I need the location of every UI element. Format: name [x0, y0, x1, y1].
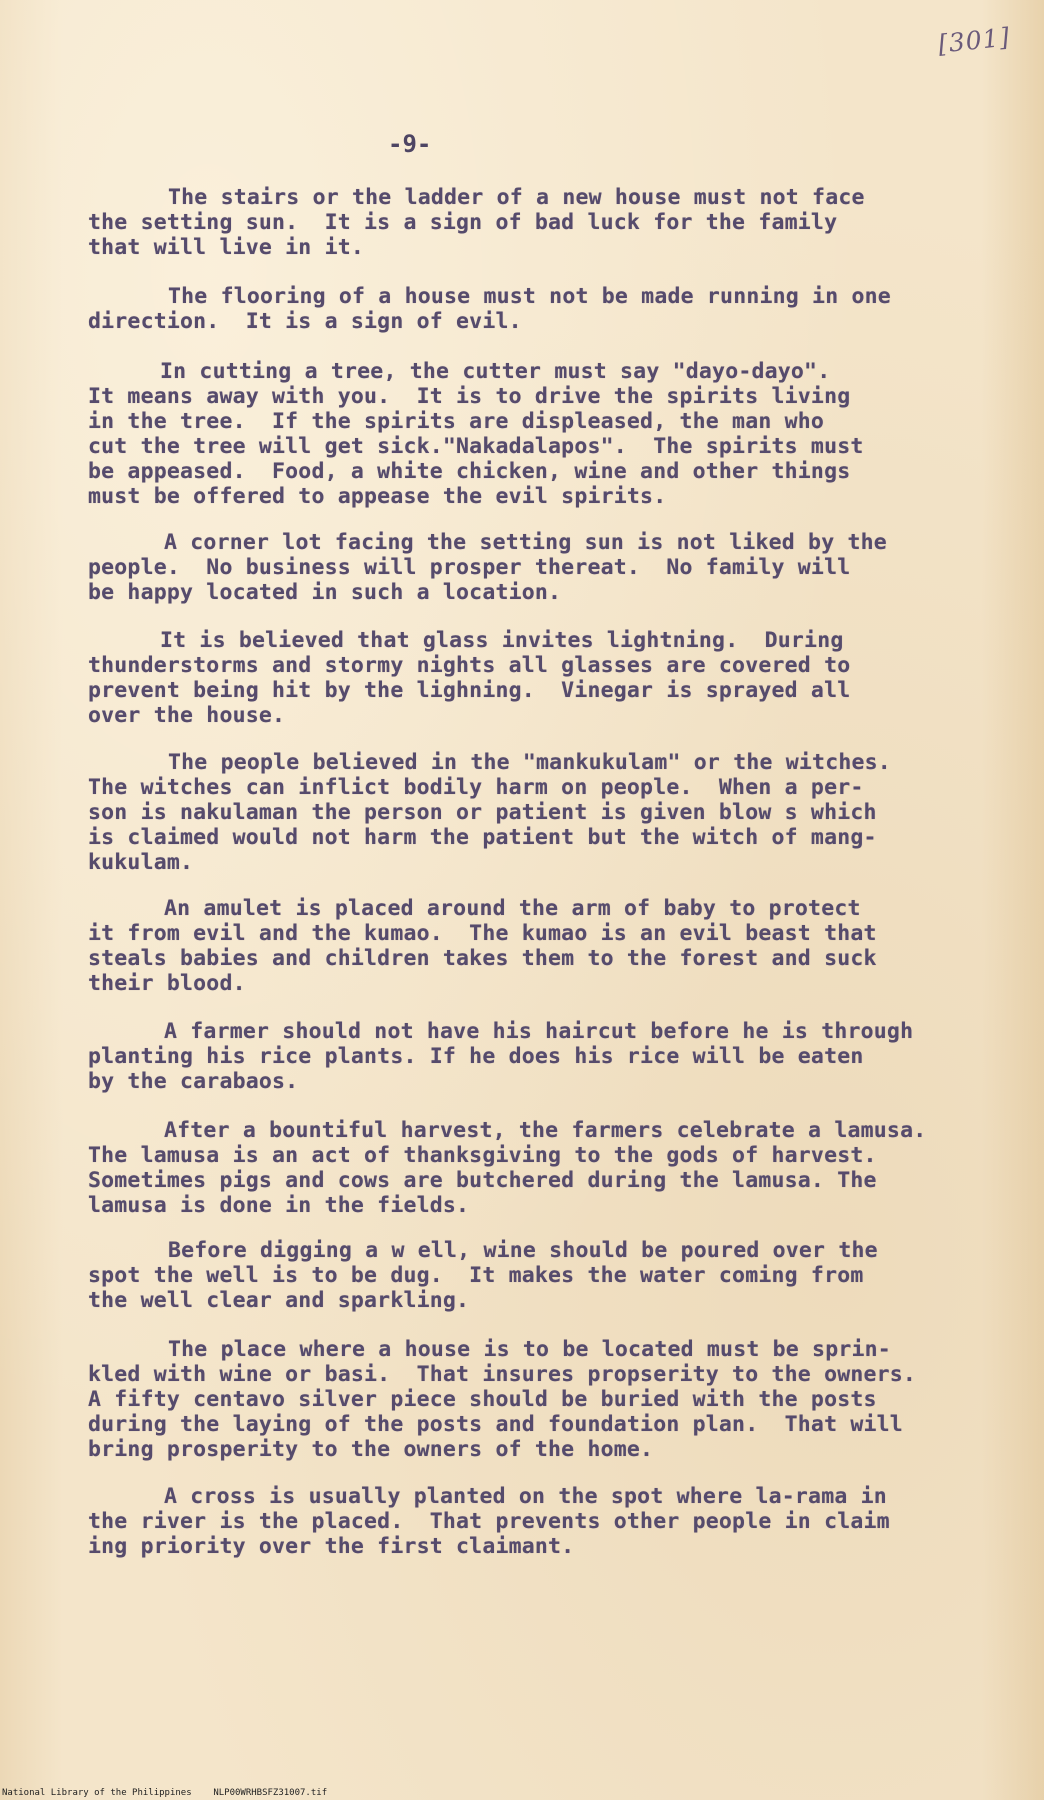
paragraph-cutting-tree	[88, 359, 1008, 509]
line: their blood.	[88, 971, 246, 996]
line: prevent being hit by the lighning. Vinegar is sprayed all	[88, 678, 851, 703]
paragraph-flooring	[88, 284, 1008, 334]
paragraph-farmer-haircut	[88, 1019, 1008, 1094]
line: The lamusa is an act of thanksgiving to the gods of harvest.	[88, 1143, 877, 1168]
line: It is believed that glass invites lightning. During	[160, 628, 844, 653]
line: steals babies and children takes them to the forest and suck	[88, 946, 877, 971]
line: be happy located in such a location.	[88, 580, 562, 605]
paragraph-lamusa	[88, 1118, 1008, 1218]
paragraph-glass-lightning	[88, 628, 1008, 728]
line: A fifty centavo silver piece should be buried with the posts	[88, 1387, 877, 1412]
line: the river is the placed. That prevents other people in claim	[88, 1509, 890, 1534]
line: in the tree. If the spirits are displeased, the man who	[88, 409, 825, 434]
line: After a bountiful harvest, the farmers celebrate a lamusa.	[164, 1118, 927, 1143]
line: The stairs or the ladder of a new house must not face	[168, 185, 865, 210]
line: Sometimes pigs and cows are butchered during the lamusa. The	[88, 1168, 877, 1193]
line: be appeased. Food, a white chicken, wine and other things	[88, 459, 851, 484]
page-number: -9-	[388, 130, 432, 158]
paragraph-stairs	[88, 185, 1008, 260]
paragraph-witches	[88, 750, 1008, 875]
line: is claimed would not harm the patient but the witch of mang-	[88, 825, 877, 850]
line: The flooring of a house must not be made running in one	[168, 284, 891, 309]
line: the setting sun. It is a sign of bad luck for the family	[88, 210, 838, 235]
line: It means away with you. It is to drive the spirits living	[88, 384, 851, 409]
line: must be offered to appease the evil spirits.	[88, 484, 667, 509]
line: kukulam.	[88, 850, 194, 875]
line: people. No business will prosper thereat. No family will	[88, 555, 851, 580]
paragraph-digging-well	[88, 1238, 1008, 1313]
archive-footer: National Library of the Philippines NLP00WRHBSFZ31007.tif	[2, 1788, 328, 1798]
line: during the laying of the posts and foundation plan. That will	[88, 1412, 903, 1437]
line: the well clear and sparkling.	[88, 1288, 470, 1313]
line: A farmer should not have his haircut before he is through	[164, 1019, 914, 1044]
line: bring prosperity to the owners of the home.	[88, 1437, 654, 1462]
line: ing priority over the first claimant.	[88, 1534, 575, 1559]
line: A corner lot facing the setting sun is not liked by the	[164, 530, 887, 555]
line: by the carabaos.	[88, 1069, 299, 1094]
line: planting his rice plants. If he does his rice will be eaten	[88, 1044, 864, 1069]
line: it from evil and the kumao. The kumao is an evil beast that	[88, 921, 877, 946]
line: Before digging a w ell, wine should be poured over the	[168, 1238, 878, 1263]
line: over the house.	[88, 703, 286, 728]
paragraph-amulet	[88, 896, 1008, 996]
line: kled with wine or basi. That insures propserity to the owners.	[88, 1362, 917, 1387]
line: The witches can inflict bodily harm on people. When a per-	[88, 775, 864, 800]
paragraph-house-location	[88, 1337, 1008, 1462]
paragraph-corner-lot	[88, 530, 1008, 605]
line: son is nakulaman the person or patient is given blow s which	[88, 800, 877, 825]
line: thunderstorms and stormy nights all glasses are covered to	[88, 653, 851, 678]
line: An amulet is placed around the arm of baby to protect	[164, 896, 861, 921]
line: In cutting a tree, the cutter must say "dayo-dayo".	[160, 359, 831, 384]
line: spot the well is to be dug. It makes the water coming from	[88, 1263, 864, 1288]
line: The place where a house is to be located must be sprin-	[168, 1337, 891, 1362]
paragraph-cross	[88, 1484, 1008, 1559]
line: A cross is usually planted on the spot where la-rama in	[164, 1484, 887, 1509]
line: cut the tree will get sick."Nakadalapos". The spirits must	[88, 434, 864, 459]
line: direction. It is a sign of evil.	[88, 309, 522, 334]
archive-page-marker: [301]	[936, 22, 1012, 59]
line: lamusa is done in the fields.	[88, 1193, 470, 1218]
line: The people believed in the "mankukulam" or the witches.	[168, 750, 891, 775]
line: that will live in it.	[88, 235, 365, 260]
